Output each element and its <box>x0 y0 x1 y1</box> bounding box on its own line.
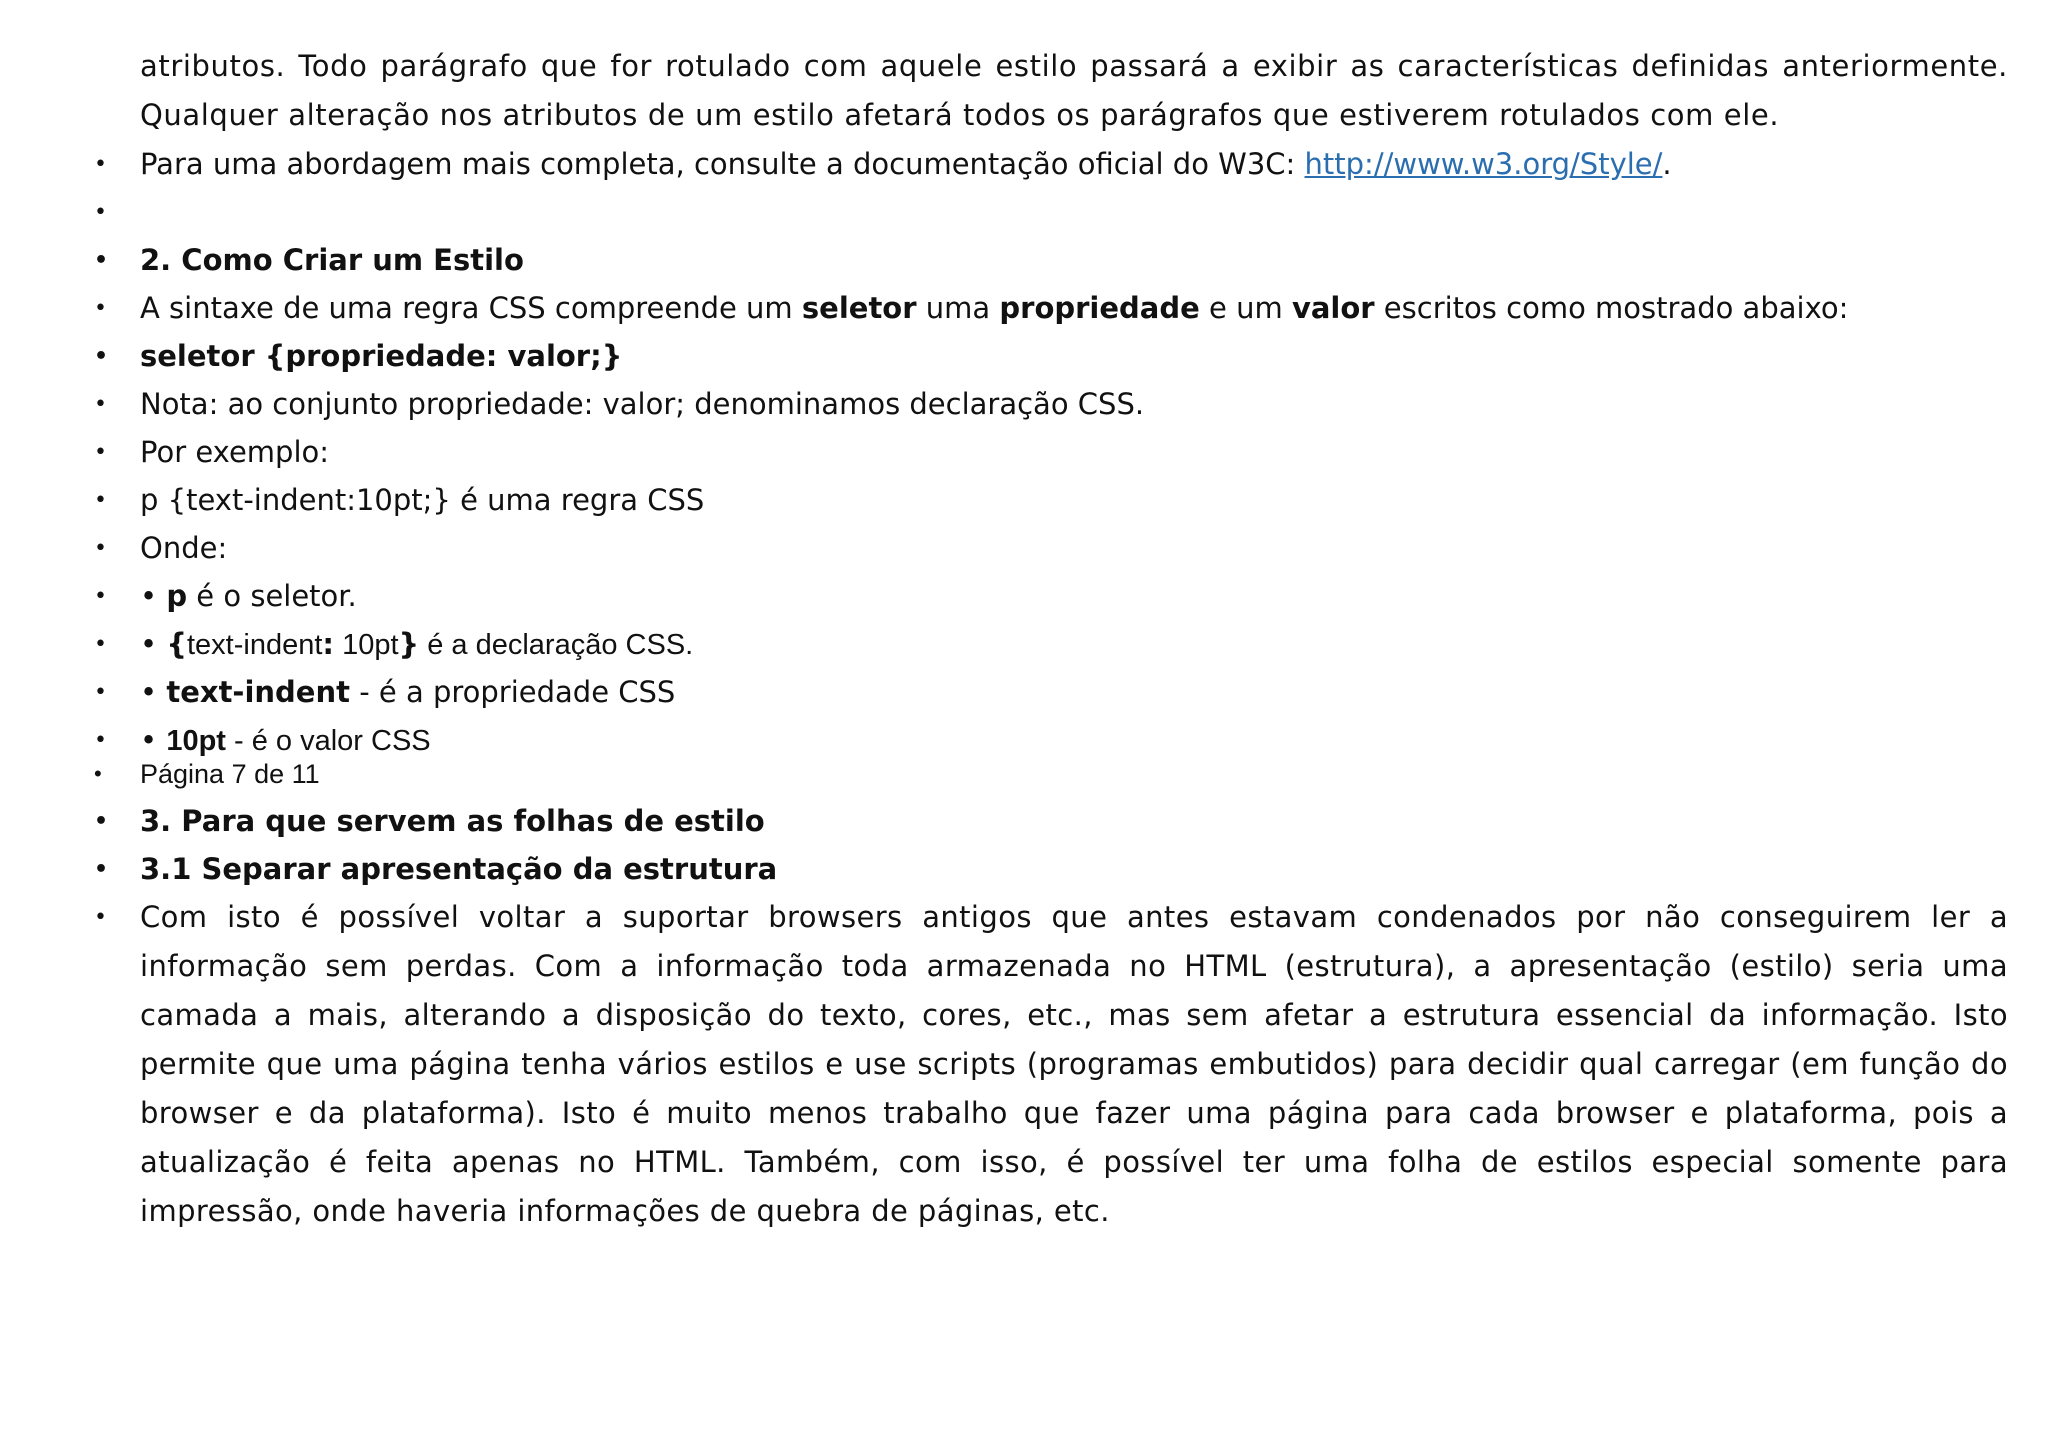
seletor-bullet: • <box>140 579 167 613</box>
list-item-propriedade <box>140 668 2008 717</box>
intro-line-2: Qualquer alteração nos atributos de um estilo afetará todos os parágrafos que estiverem rotulados com ele. <box>140 98 1780 132</box>
intro-line-1: atributos. Todo parágrafo que for rotulado com aquele estilo passará a exibir as características definidas anteriormente. <box>140 49 2008 83</box>
syntax-c: uma <box>916 291 1000 325</box>
w3c-link[interactable]: http://www.w3.org/Style/ <box>1304 147 1663 181</box>
seletor-bold: p <box>166 579 188 613</box>
syntax-a: A sintaxe de uma regra CSS compreende um <box>140 291 802 325</box>
decl-text-1: text-indent <box>186 629 323 661</box>
list-item-declaracao <box>140 620 2008 670</box>
prop-bold: text-indent <box>166 675 350 709</box>
decl-text-2: 10pt <box>334 629 399 661</box>
list-item-w3c <box>140 140 2008 189</box>
section-heading-2: • 2. Como Criar um Estilo <box>140 236 2008 285</box>
intro-paragraph <box>140 42 2008 140</box>
syntax-e: e um <box>1199 291 1292 325</box>
list-item-regra: • p {text-indent:10pt;} é uma regra CSS <box>140 476 2008 525</box>
list-item-syntax <box>140 284 2008 333</box>
syntax-propriedade: propriedade <box>999 291 1200 325</box>
val-bold: 10pt <box>166 725 226 757</box>
prop-text: - é a propriedade CSS <box>350 675 676 709</box>
prop-bullet: • <box>140 675 167 709</box>
val-bullet: • <box>140 723 167 757</box>
decl-text-3: é a declaração CSS. <box>419 629 694 661</box>
seletor-text: é o seletor. <box>187 579 357 613</box>
w3c-text: Para uma abordagem mais completa, consulte a documentação oficial do W3C: <box>140 147 1305 181</box>
list-item-nota: • Nota: ao conjunto propriedade: valor; denominamos declaração CSS. <box>140 380 2008 429</box>
decl-open-brace: { <box>166 627 187 661</box>
paragraph-separar: • Com isto é possível voltar a suportar browsers antigos que antes estavam condenados por não conseguirem ler a informação sem perdas. Com a informação toda armazenada no HTML (estrutura), a apresentação (estilo) seria uma camada a mais, alterando a disposição do texto, cores, etc., mas sem afetar a estrutura essencial da informação. Isto permite que uma página tenha vários estilos e use scripts (programas embutidos) para decidir qual carregar (em função do browser e da plataforma). Isto é muito menos trabalho que fazer uma página para cada browser e plataforma, pois a atualização é feita apenas no HTML. Também, com isso, é possível ter uma folha de estilos especial somente para impressão, onde haveria informações de quebra de páginas, etc. <box>140 893 2008 1236</box>
section-heading-3: • 3. Para que servem as folhas de estilo <box>140 797 2008 846</box>
decl-bullet: • <box>140 627 167 661</box>
syntax-valor: valor <box>1291 291 1375 325</box>
w3c-end: . <box>1662 147 1672 181</box>
syntax-g: escritos como mostrado abaixo: <box>1374 291 1849 325</box>
section-heading-3-1: • 3.1 Separar apresentação da estrutura <box>140 845 2008 894</box>
page-number: • Página 7 de 11 <box>140 754 2008 794</box>
decl-close-brace: } <box>398 627 420 661</box>
list-item-onde: • Onde: <box>140 524 2008 573</box>
list-item-rule: • seletor {propriedade: valor;} <box>140 332 2008 381</box>
syntax-seletor: seletor <box>801 291 917 325</box>
val-text: - é o valor CSS <box>225 725 431 757</box>
decl-colon: : <box>322 627 335 661</box>
list-item-seletor <box>140 572 2008 621</box>
list-item-exemplo: • Por exemplo: <box>140 428 2008 477</box>
